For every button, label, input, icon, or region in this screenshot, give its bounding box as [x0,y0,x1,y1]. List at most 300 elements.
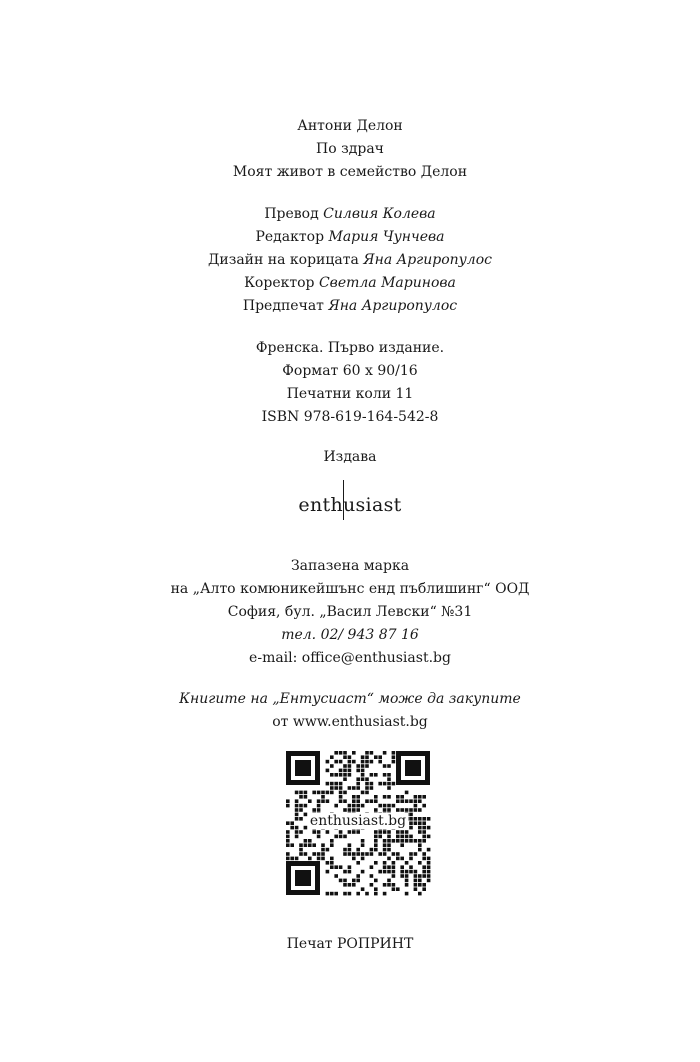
qr-module [387,848,391,852]
qr-module [356,777,360,781]
qr-module [343,791,347,795]
qr-module [414,883,418,887]
qr-module [414,804,418,808]
qr-module [378,755,382,759]
qr-module [361,839,365,843]
qr-module [312,791,316,795]
qr-module [422,835,426,839]
qr-module [414,870,418,874]
qr-module [370,799,374,803]
qr-module [418,843,422,847]
qr-module [348,804,352,808]
qr-module [295,791,299,795]
publisher-logo [0,478,700,538]
qr-module [427,874,431,878]
qr-module [361,870,365,874]
qr-module [321,795,325,799]
qr-module [374,773,378,777]
qr-module [387,777,391,781]
qr-module [365,777,369,781]
qr-module [334,865,338,869]
qr-module [396,839,400,843]
qr-module [383,795,387,799]
qr-module [330,861,334,865]
qr-module [321,852,325,856]
qr-module [286,843,290,847]
trademark-line: Запазена марка [290,558,410,574]
qr-module [308,839,312,843]
qr-module [378,804,382,808]
qr-module [348,764,352,768]
qr-module [378,852,382,856]
qr-module [400,870,404,874]
qr-module [392,887,396,891]
qr-module [400,865,404,869]
qr-module [383,751,387,755]
purchase-block [0,688,700,734]
qr-module [378,835,382,839]
qr-module [422,870,426,874]
qr-module [387,804,391,808]
qr-module [330,865,334,869]
credit-editor [0,226,700,249]
qr-module [299,843,303,847]
qr-module [348,769,352,773]
qr-module [352,804,356,808]
qr-module [374,861,378,865]
trademark-email: e-mail: office@enthusiast.bg [249,650,451,666]
qr-module [387,786,391,790]
qr-module [365,755,369,759]
qr-module [383,764,387,768]
qr-module [356,892,360,896]
qr-module [343,751,347,755]
qr-module [343,879,347,883]
qr-module [383,852,387,856]
qr-module [334,874,338,878]
qr-module [361,760,365,764]
credit-cover-design [0,249,700,272]
qr-module [312,852,316,856]
qr-module [339,786,343,790]
qr-module [330,839,334,843]
qr-module [326,799,330,803]
qr-module [299,795,303,799]
qr-module [387,839,391,843]
publisher-label-block [0,446,700,469]
qr-module [304,839,308,843]
qr-module [405,861,409,865]
qr-module [356,764,360,768]
qr-module [383,865,387,869]
qr-module [348,892,352,896]
qr-module [365,791,369,795]
qr-module [387,870,391,874]
qr-module [361,773,365,777]
qr-module [374,879,378,883]
qr-module [317,791,321,795]
qr-module [409,870,413,874]
qr-module [343,848,347,852]
qr-module [352,795,356,799]
printing-block [0,933,700,956]
qr-module [348,848,352,852]
publisher-label: Издава [323,449,377,465]
qr-module [321,857,325,861]
qr-module [295,857,299,861]
logo-text: enthusiast [298,494,402,516]
qr-module [365,799,369,803]
qr-module [308,843,312,847]
qr-module [304,852,308,856]
qr-module [286,804,290,808]
qr-module [365,892,369,896]
qr-module [330,773,334,777]
qr-module [409,835,413,839]
qr-finder-top-right [396,751,430,785]
trademark-company: на „Алто комюникейшънс енд пъблишинг“ ООД [170,581,530,597]
qr-module [370,751,374,755]
qr-module [352,883,356,887]
book-title: По здрач [316,141,384,157]
qr-module [299,848,303,852]
qr-module [374,839,378,843]
qr-code [284,749,432,897]
qr-module [326,870,330,874]
qr-module [365,760,369,764]
qr-module [405,839,409,843]
qr-module [405,883,409,887]
qr-module [361,887,365,891]
edition-format: Формат 60 х 90/16 [282,363,418,379]
qr-module [330,791,334,795]
credit-role: Превод [264,206,319,222]
qr-module [370,848,374,852]
qr-module [330,786,334,790]
qr-module [405,874,409,878]
qr-module [339,769,343,773]
qr-module [383,843,387,847]
qr-module [334,751,338,755]
qr-module [400,835,404,839]
qr-module [343,799,347,803]
qr-module [339,751,343,755]
qr-module [405,835,409,839]
qr-module [352,799,356,803]
edition-language: Френска. Първо издание. [255,340,445,356]
qr-module [383,839,387,843]
qr-module [343,764,347,768]
qr-module [400,857,404,861]
qr-module [427,857,431,861]
qr-module [383,870,387,874]
qr-module [348,852,352,856]
qr-module [330,782,334,786]
qr-module [330,892,334,896]
qr-module [326,892,330,896]
qr-module [304,804,308,808]
qr-module [392,852,396,856]
qr-module [317,804,321,808]
qr-module [383,773,387,777]
qr-module [361,804,365,808]
qr-module [414,879,418,883]
qr-module [378,760,382,764]
qr-module [374,799,378,803]
book-subtitle: Моят живот в семейство Делон [232,164,468,180]
qr-module [387,782,391,786]
qr-module [374,795,378,799]
qr-module [343,835,347,839]
qr-module [422,804,426,808]
qr-module [361,755,365,759]
qr-module [339,791,343,795]
qr-module [378,870,382,874]
qr-module [334,786,338,790]
qr-module [387,879,391,883]
qr-module [290,843,294,847]
qr-module [361,852,365,856]
qr-module [330,764,334,768]
qr-module [286,799,290,803]
qr-module [414,887,418,891]
qr-module [321,843,325,847]
qr-finder-bottom-left [286,861,320,895]
qr-module [370,760,374,764]
qr-module [317,799,321,803]
qr-module [356,879,360,883]
qr-module [387,843,391,847]
qr-module [317,857,321,861]
qr-module [334,892,338,896]
qr-module [400,843,404,847]
qr-module [409,865,413,869]
qr-module [396,857,400,861]
qr-module [334,773,338,777]
qr-module [422,795,426,799]
qr-module [356,804,360,808]
qr-module [422,857,426,861]
qr-module [321,799,325,803]
qr-module [339,795,343,799]
qr-module [383,883,387,887]
qr-label [284,810,432,833]
qr-module [370,786,374,790]
qr-module [361,843,365,847]
qr-module [334,760,338,764]
trademark-phone: тел. 02/ 943 87 16 [281,627,419,643]
qr-module [374,843,378,847]
credit-role: Редактор [255,229,325,245]
qr-module [348,760,352,764]
qr-module [418,892,422,896]
credit-prepress [0,295,700,318]
credits-block [0,203,700,318]
qr-module [339,879,343,883]
credit-person: Яна Аргиропулос [363,252,492,268]
qr-module [286,852,290,856]
qr-module [365,751,369,755]
qr-module [392,804,396,808]
qr-module [422,839,426,843]
qr-module [418,795,422,799]
qr-module [383,782,387,786]
qr-module [343,755,347,759]
qr-module [356,852,360,856]
qr-module [339,799,343,803]
credit-role: Дизайн на корицата [207,252,359,268]
qr-module [427,865,431,869]
qr-module [304,795,308,799]
qr-module [361,769,365,773]
qr-module [361,764,365,768]
qr-module [405,791,409,795]
qr-module [356,769,360,773]
qr-module [400,839,404,843]
credit-proofreader [0,272,700,295]
qr-module [286,835,290,839]
qr-module [370,773,374,777]
qr-module [422,887,426,891]
qr-module [348,773,352,777]
qr-module [418,874,422,878]
qr-module [326,782,330,786]
qr-module [343,883,347,887]
qr-module [414,852,418,856]
qr-finder-top-left [286,751,320,785]
edition-isbn: ISBN 978-619-164-542-8 [261,409,439,425]
qr-module [348,883,352,887]
qr-module [348,870,352,874]
credit-role: Коректор [244,275,315,291]
qr-module [405,879,409,883]
qr-module [348,865,352,869]
qr-module [304,791,308,795]
qr-module [312,843,316,847]
qr-module [427,879,431,883]
qr-module [405,799,409,803]
qr-module [352,786,356,790]
qr-module [387,773,391,777]
qr-module [383,892,387,896]
qr-module [427,861,431,865]
qr-module [356,848,360,852]
qr-module [409,852,413,856]
qr-module [330,843,334,847]
qr-module [326,769,330,773]
qr-module [339,835,343,839]
qr-module [418,879,422,883]
qr-module [387,795,391,799]
qr-module [361,791,365,795]
qr-module [400,795,404,799]
qr-module [392,760,396,764]
qr-module [286,839,290,843]
qr-module [356,799,360,803]
qr-module [374,892,378,896]
qr-module [370,782,374,786]
qr-module [427,870,431,874]
qr-module [392,839,396,843]
qr-module [343,852,347,856]
qr-module [317,835,321,839]
qr-module [299,791,303,795]
qr-module [396,799,400,803]
qr-module [409,839,413,843]
qr-module [405,870,409,874]
printing-house: Печат РОПРИНТ [286,936,414,952]
qr-module [308,857,312,861]
qr-module [418,799,422,803]
qr-module [396,795,400,799]
qr-module [326,791,330,795]
edition-block [0,337,700,429]
qr-module [365,786,369,790]
credit-person: Яна Аргиропулос [328,298,458,314]
qr-module [378,782,382,786]
qr-module [299,852,303,856]
qr-module [334,804,338,808]
qr-module [317,852,321,856]
qr-module [370,883,374,887]
qr-module [396,887,400,891]
qr-module [374,835,378,839]
qr-module [405,892,409,896]
qr-module [343,777,347,781]
qr-module [418,861,422,865]
credit-role: Предпечат [242,298,324,314]
edition-sheets: Печатни коли 11 [286,386,414,402]
qr-module [427,848,431,852]
qr-module [409,857,413,861]
qr-module [295,804,299,808]
qr-module [339,865,343,869]
qr-module [392,782,396,786]
qr-module [343,870,347,874]
qr-module [352,760,356,764]
qr-module [365,852,369,856]
qr-module [348,843,352,847]
qr-module [370,852,374,856]
qr-module [334,835,338,839]
qr-module [348,755,352,759]
qr-module [343,892,347,896]
book-header [0,115,700,184]
qr-module [326,848,330,852]
credit-person: Мария Чунчева [328,229,445,245]
qr-module [321,791,325,795]
qr-module [392,751,396,755]
qr-module [343,773,347,777]
qr-module [392,870,396,874]
qr-module [392,883,396,887]
qr-module [418,883,422,887]
qr-module [295,835,299,839]
qr-module [352,852,356,856]
qr-module [352,751,356,755]
qr-module [392,874,396,878]
qr-module [326,760,330,764]
qr-module [356,795,360,799]
qr-module [374,848,378,852]
qr-module [392,755,396,759]
qr-module [387,764,391,768]
qr-module [365,782,369,786]
qr-module [374,755,378,759]
qr-module [387,857,391,861]
qr-module [383,804,387,808]
qr-module [290,857,294,861]
